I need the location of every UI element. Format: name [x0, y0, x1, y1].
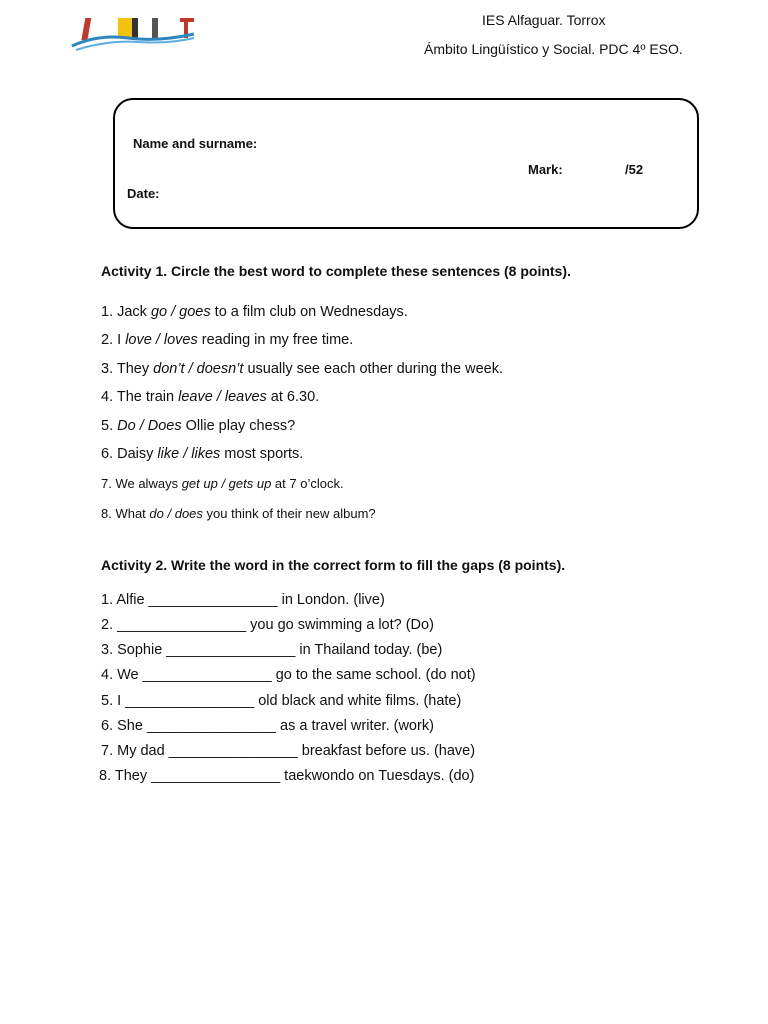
- activity-1-item: [101, 418, 295, 434]
- course-name: Ámbito Lingüístico y Social. PDC 4º ESO.: [424, 41, 683, 57]
- fill-gap-item[interactable]: 6. She ________________ as a travel writer. (work): [101, 718, 434, 734]
- fill-gap-item[interactable]: 4. We ________________ go to the same school. (do not): [101, 667, 476, 683]
- item-text: 7. We always: [101, 476, 182, 491]
- activity-1-item: [101, 389, 319, 405]
- activity-1-item: [101, 476, 344, 491]
- activity-1-item: [101, 332, 353, 348]
- activity-1-item: [101, 304, 408, 320]
- item-text: 8. What: [101, 506, 150, 521]
- activity-1-title: Activity 1. Circle the best word to complete these sentences (8 points).: [101, 263, 571, 279]
- fill-gap-item[interactable]: 8. They ________________ taekwondo on Tuesdays. (do): [99, 768, 475, 784]
- mark-total: /52: [625, 162, 644, 177]
- item-text: reading in my free time.: [197, 332, 354, 348]
- activity-1-item: [101, 446, 303, 462]
- word-choice[interactable]: go / goes: [150, 304, 211, 320]
- fill-gap-item[interactable]: 1. Alfie ________________ in London. (live): [101, 592, 385, 608]
- item-text: usually see each other during the week.: [243, 361, 503, 377]
- school-name: IES Alfaguar. Torrox: [482, 12, 606, 28]
- item-text: to a film club on Wednesdays.: [210, 304, 408, 320]
- activity-1-item: [101, 506, 376, 521]
- item-text: 4. The train: [101, 389, 179, 405]
- item-text: 3. They: [101, 361, 154, 377]
- word-choice[interactable]: do / does: [149, 506, 203, 521]
- item-text: at 6.30.: [266, 389, 320, 405]
- date-label: Date:: [127, 186, 160, 201]
- word-choice[interactable]: don’t / doesn’t: [153, 361, 244, 377]
- item-text: 6. Daisy: [101, 446, 158, 462]
- item-text: you think of their new album?: [202, 506, 376, 521]
- activity-2-title: Activity 2. Write the word in the correct form to fill the gaps (8 points).: [101, 557, 566, 573]
- fill-gap-item[interactable]: 7. My dad ________________ breakfast before us. (have): [101, 743, 476, 759]
- item-text: 1. Jack: [101, 304, 151, 320]
- school-logo-icon: [68, 14, 198, 54]
- mark-label: Mark:: [528, 162, 563, 177]
- fill-gap-item[interactable]: 5. I ________________ old black and white films. (hate): [101, 693, 462, 709]
- item-text: 2. I: [101, 332, 126, 348]
- item-text: 5.: [101, 418, 118, 434]
- word-choice[interactable]: get up / gets up: [181, 476, 272, 491]
- fill-gap-item[interactable]: 3. Sophie ________________ in Thailand today. (be): [101, 642, 443, 658]
- word-choice[interactable]: like / likes: [157, 446, 221, 462]
- word-choice[interactable]: love / loves: [125, 332, 198, 348]
- word-choice[interactable]: Do / Does: [117, 418, 182, 434]
- student-info-box: [113, 98, 699, 229]
- item-text: at 7 o’clock.: [271, 476, 344, 491]
- fill-gap-item[interactable]: 2. ________________ you go swimming a lot? (Do): [101, 617, 434, 633]
- word-choice[interactable]: leave / leaves: [178, 389, 267, 405]
- item-text: Ollie play chess?: [181, 418, 296, 434]
- name-label: Name and surname:: [133, 136, 258, 151]
- activity-1-item: [101, 361, 503, 377]
- item-text: most sports.: [220, 446, 304, 462]
